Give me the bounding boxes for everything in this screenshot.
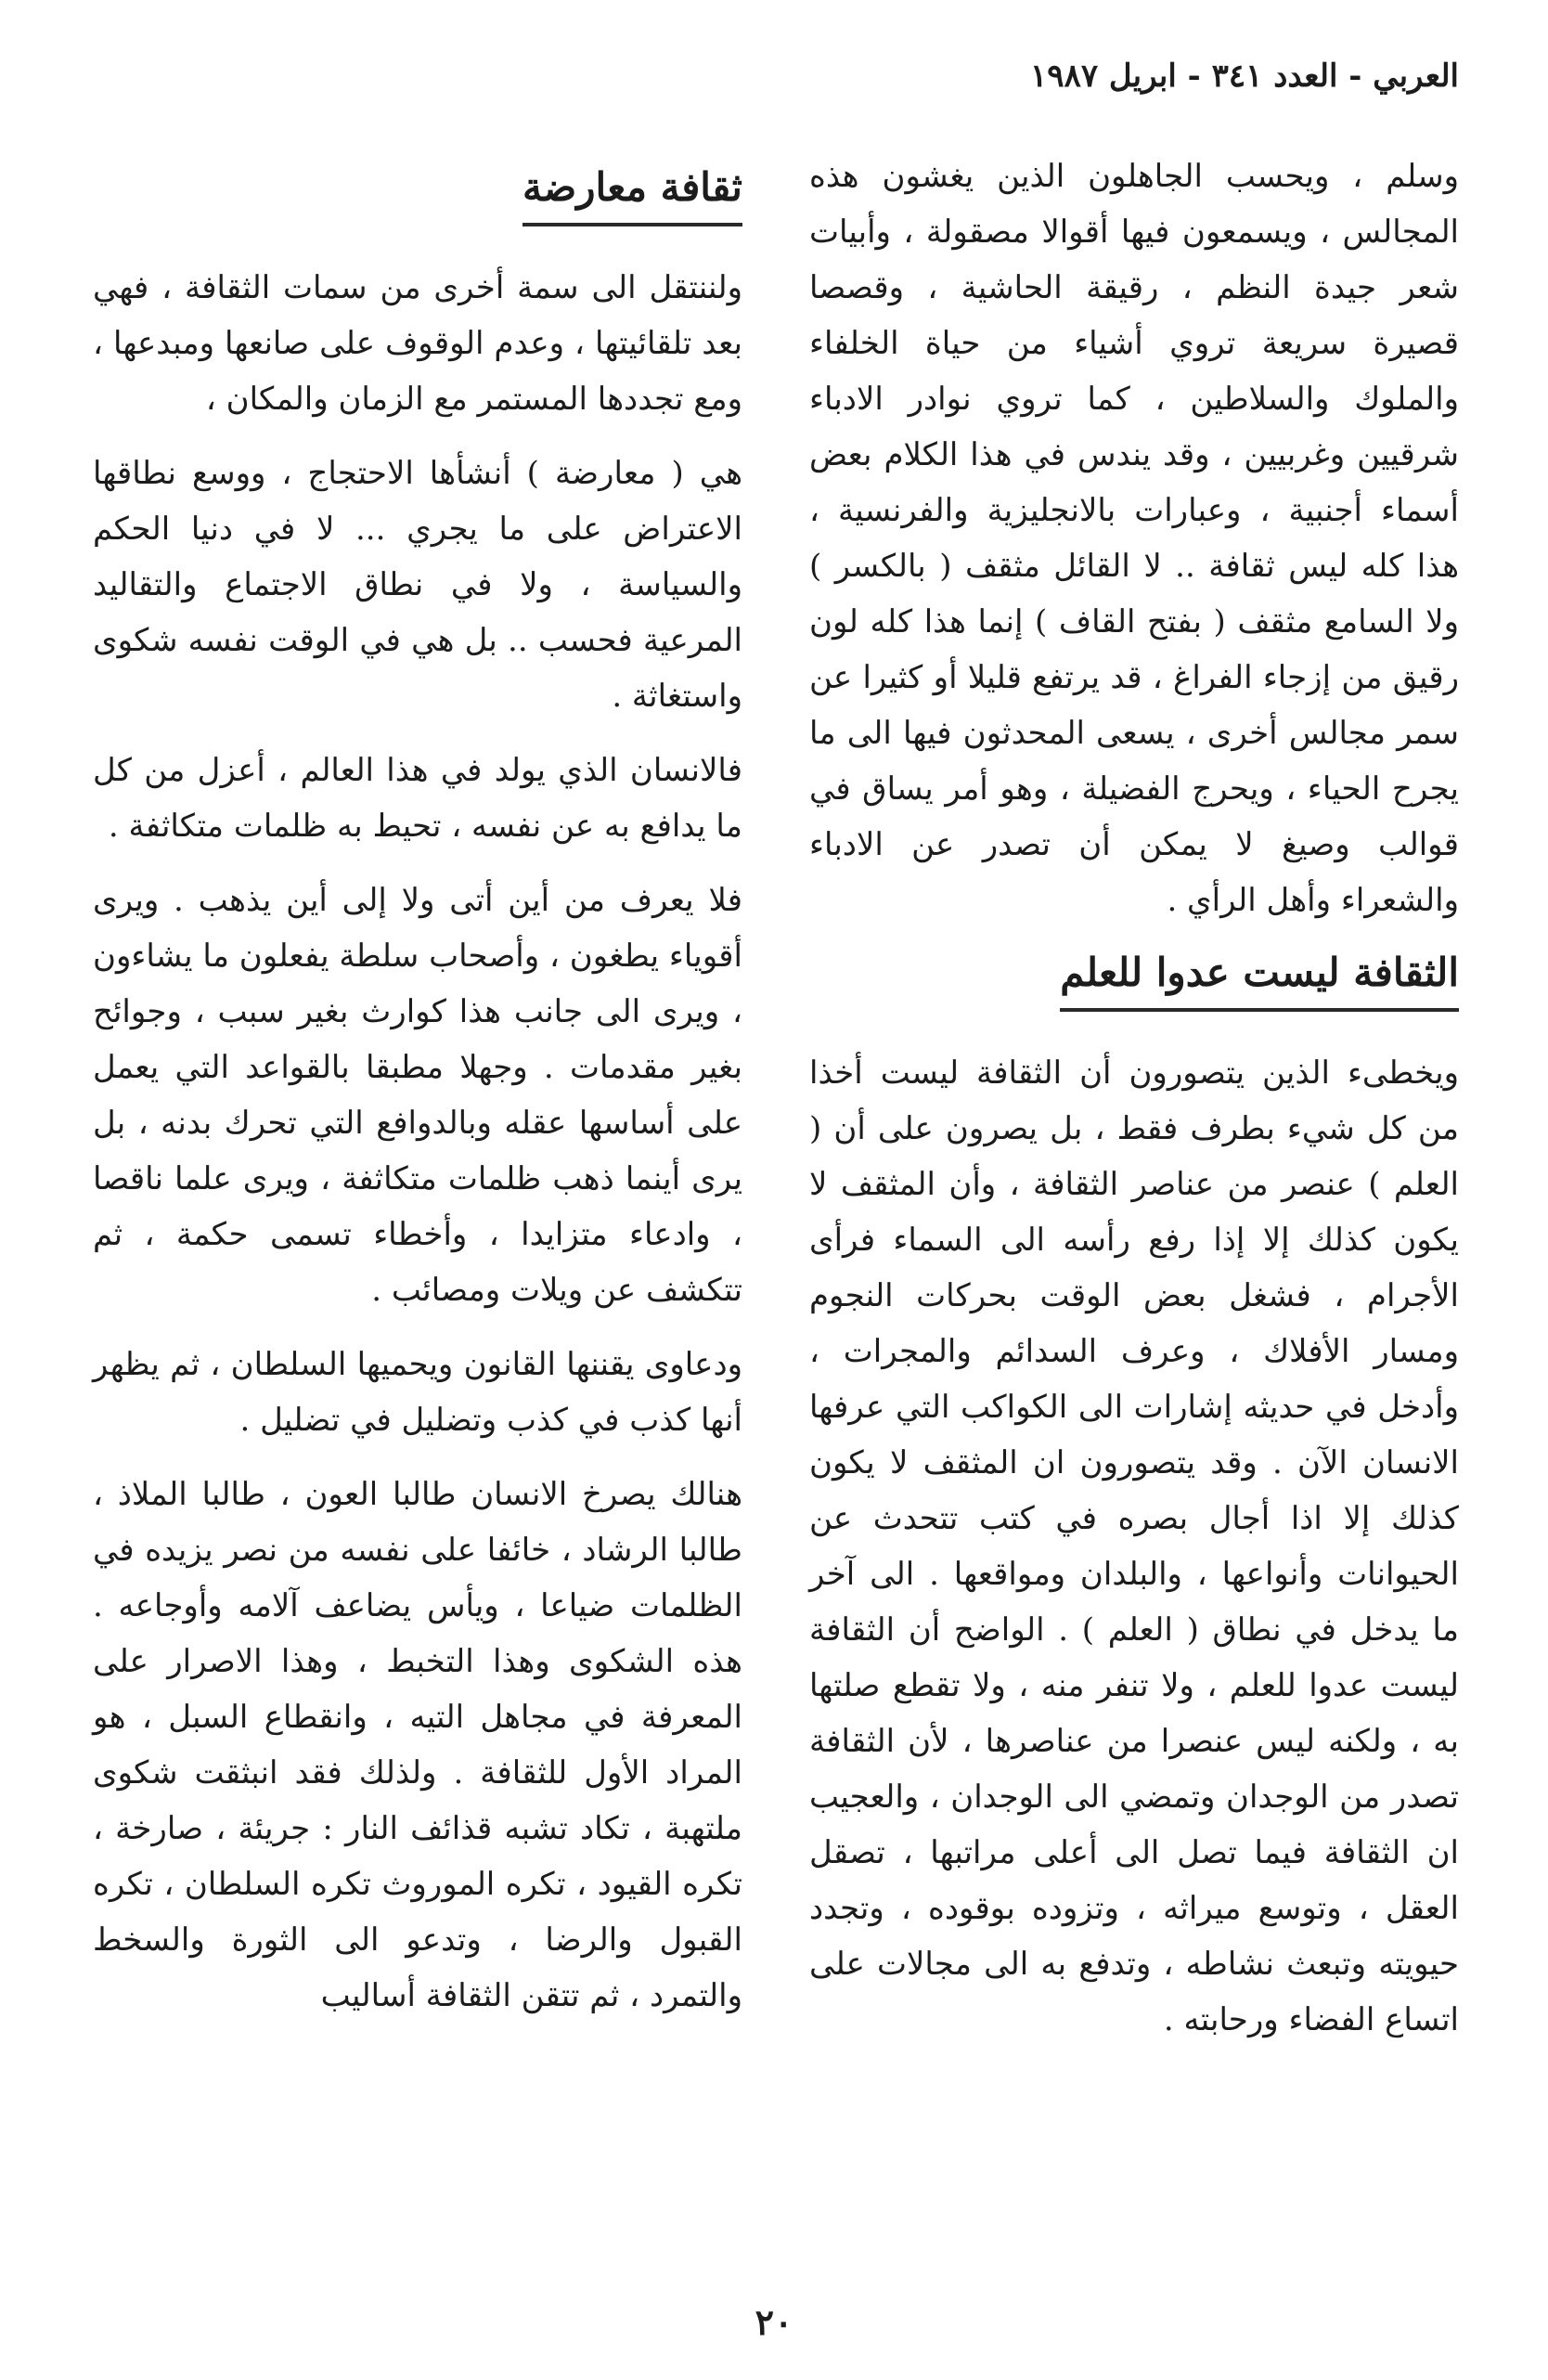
left-column bbox=[93, 149, 742, 2042]
section-heading-wrap bbox=[93, 162, 742, 226]
section-heading-culture-not-enemy-of-science: الثقافة ليست عدوا للعلم bbox=[1060, 947, 1459, 1012]
article-paragraph: ودعاوى يقننها القانون ويحميها السلطان ، ثم يظهر أنها كذب في كذب وتضليل في تضليل . bbox=[93, 1346, 742, 1439]
right-column bbox=[809, 149, 1459, 2066]
article-paragraph: هي ( معارضة ) أنشأها الاحتجاج ، ووسع نطاقها الاعتراض على ما يجري ... لا في دنيا الحكم والسياسة ، ولا في نطاق الاجتماع والتقاليد المرعية فحسب .. بل هي في الوقت نفسه شكوى واستغاثة . bbox=[93, 455, 742, 715]
article-paragraph: ولننتقل الى سمة أخرى من سمات الثقافة ، فهي بعد تلقائيتها ، وعدم الوقوف على صانعها ومبدعها ، ومع تجددها المستمر مع الزمان والمكان ، bbox=[93, 269, 742, 418]
article-paragraph: وسلم ، ويحسب الجاهلون الذين يغشون هذه المجالس ، ويسمعون فيها أقوالا مصقولة ، وأبيات شعر جيدة النظم ، رقيقة الحاشية ، وقصصا قصيرة سريعة تروي أشياء من حياة الخلفاء والملوك والسلاطين ، كما تروي نوادر الادباء شرقيين وغربيين ، وقد يندس في هذا الكلام بعض أسماء أجنبية ، وعبارات بالانجليزية والفرنسية ، هذا كله ليس ثقافة .. لا القائل مثقف ( بالكسر ) ولا السامع مثقف ( بفتح القاف ) إنما هذا كله لون رقيق من إزجاء الفراغ ، قد يرتفع قليلا أو كثيرا عن سمر مجالس أخرى ، يسعى المحدثون فيها الى ما يجرح الحياء ، ويحرج الفضيلة ، وهو أمر يساق في قوالب وصيغ لا يمكن أن تصدر عن الادباء والشعراء وأهل الرأي . bbox=[809, 158, 1459, 919]
article-paragraph: ويخطىء الذين يتصورون أن الثقافة ليست أخذا من كل شيء بطرف فقط ، بل يصرون على أن ( العلم ) عنصر من عناصر الثقافة ، وأن المثقف لا يكون كذلك إلا إذا رفع رأسه الى السماء فرأى الأجرام ، فشغل بعض الوقت بحركات النجوم ومسار الأفلاك ، وعرف السدائم والمجرات ، وأدخل في حديثه إشارات الى الكواكب التي عرفها الانسان الآن . وقد يتصورون ان المثقف لا يكون كذلك إلا اذا أجال بصره في كتب تتحدث عن الحيوانات وأنواعها ، والبلدان ومواقعها . الى آخر ما يدخل في نطاق ( العلم ) . الواضح أن الثقافة ليست عدوا للعلم ، ولا تنفر منه ، ولا تقطع صلتها به ، ولكنه ليس عنصرا من عناصرها ، لأن الثقافة تصدر من الوجدان وتمضي الى الوجدان ، والعجيب ان الثقافة فيما تصل الى أعلى مراتبها ، تصقل العقل ، وتوسع ميراثه ، وتزوده بوقوده ، وتجدد حيويته وتبعث نشاطه ، وتدفع به الى مجالات على اتساع الفضاء ورحابته . bbox=[809, 1054, 1459, 2038]
section-heading-opposition-culture: ثقافة معارضة bbox=[522, 162, 742, 226]
article-paragraph: فلا يعرف من أين أتى ولا إلى أين يذهب . ويرى أقوياء يطغون ، وأصحاب سلطة يفعلون ما يشاءون ، ويرى الى جانب هذا كوارث بغير سبب ، وجوائح بغير مقدمات . وجهلا مطبقا بالقواعد التي يعمل على أساسها عقله وبالدوافع التي تحرك بدنه ، بل يرى أينما ذهب ظلمات متكاثفة ، ويرى علما ناقصا ، وادعاء متزايدا ، وأخطاء تسمى حكمة ، ثم تتكشف عن ويلات ومصائب . bbox=[93, 882, 742, 1309]
running-header: العربي - العدد ٣٤١ - ابريل ١٩٨٧ bbox=[1030, 58, 1459, 95]
page-number: ٢٠ bbox=[755, 2301, 793, 2343]
article-paragraph: هنالك يصرخ الانسان طالبا العون ، طالبا الملاذ ، طالبا الرشاد ، خائفا على نفسه من نصر يزيده في الظلمات ضياعا ، ويأس يضاعف آلامه وأوجاعه . هذه الشكوى وهذا التخبط ، وهذا الاصرار على المعرفة في مجاهل التيه ، وانقطاع السبل ، هو المراد الأول للثقافة . ولذلك فقد انبثقت شكوى ملتهبة ، تكاد تشبه قذائف النار : جريئة ، صارخة ، تكره القيود ، تكره الموروث تكره السلطان ، تكره القبول والرضا ، وتدعو الى الثورة والسخط والتمرد ، ثم تتقن الثقافة أساليب bbox=[93, 1476, 742, 2014]
article-paragraph: فالانسان الذي يولد في هذا العالم ، أعزل من كل ما يدافع به عن نفسه ، تحيط به ظلمات متكاثفة . bbox=[93, 752, 742, 845]
section-heading-wrap bbox=[809, 947, 1459, 1012]
